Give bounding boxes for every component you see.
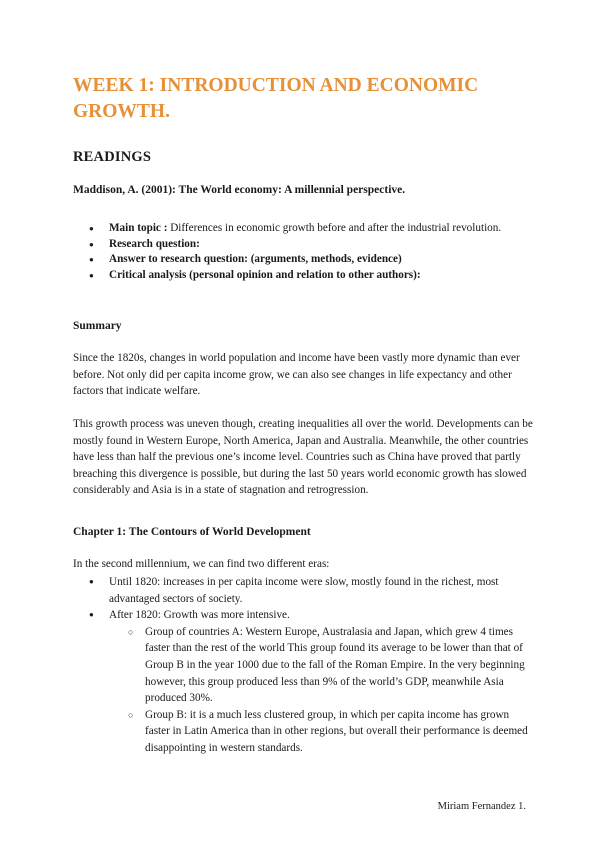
list-item (73, 252, 513, 268)
reading-bullet-list (73, 221, 513, 283)
bullet-text: Differences in economic growth before and after the industrial revolution. (167, 222, 502, 234)
summary-heading: Summary (73, 320, 122, 332)
summary-paragraph: Since the 1820s, changes in world population and income have been vastly more dynamic than ever before. Not only did per capita income grow, we can also see changes in life expectancy and other factors that indicate welfare. (73, 352, 520, 398)
list-item: ○ Group B: it is a much less clustered group, in which per capita income has grown faster in Latin America than in other regions, but overall their performance is deemed disappointing in western standards. (109, 707, 533, 757)
summary-paragraph: This growth process was uneven though, creating inequalities all over the world. Developments can be mostly found in Western Europe, North America, Japan and Australia. Meanwhile, the other countries have less than half the previous one’s income level. Countries such as China have proved that partly breaching this divergence is possible, but during the last 50 years world economic growth has slowed considerably and Asia is in a state of stagnation and retrogression. (73, 418, 533, 497)
bullet-label: Answer to research question: (arguments, methods, evidence) (109, 253, 402, 265)
readings-heading: READINGS (73, 149, 152, 165)
era-sublist (109, 624, 533, 757)
page-footer: Miriam Fernandez 1. (437, 801, 526, 812)
list-item (73, 574, 533, 607)
list-item (73, 607, 533, 756)
reading-reference: Maddison, A. (2001): The World economy: A millennial perspective. (73, 184, 406, 196)
era-text: Until 1820: increases in per capita income were slow, mostly found in the richest, most advantaged sectors of society. (109, 576, 499, 605)
bullet-label: Critical analysis (personal opinion and relation to other authors): (109, 268, 421, 281)
chapter-intro: In the second millennium, we can find two different eras: (73, 558, 330, 570)
eras-list (73, 574, 533, 757)
era-text: After 1820: Growth was more intensive. (109, 609, 290, 622)
document-title: WEEK 1: INTRODUCTION AND ECONOMIC GROWTH. (73, 75, 479, 122)
list-item (73, 237, 513, 253)
list-item: ○ Group of countries A: Western Europe, Australasia and Japan, which grew 4 times faster than the rest of the world This group found its average to be lower than that of Group B in the year 1000 due to the fall of the Roman Empire. In the very beginning however, this group produced less than 9% of the world’s GDP, meanwhile Asia produced 30%. (109, 624, 533, 707)
list-item (73, 268, 513, 284)
chapter-heading: Chapter 1: The Contours of World Development (73, 526, 311, 538)
bullet-label: Research question: (109, 237, 200, 250)
bullet-label: Main topic : (109, 222, 168, 234)
list-item (73, 221, 513, 237)
